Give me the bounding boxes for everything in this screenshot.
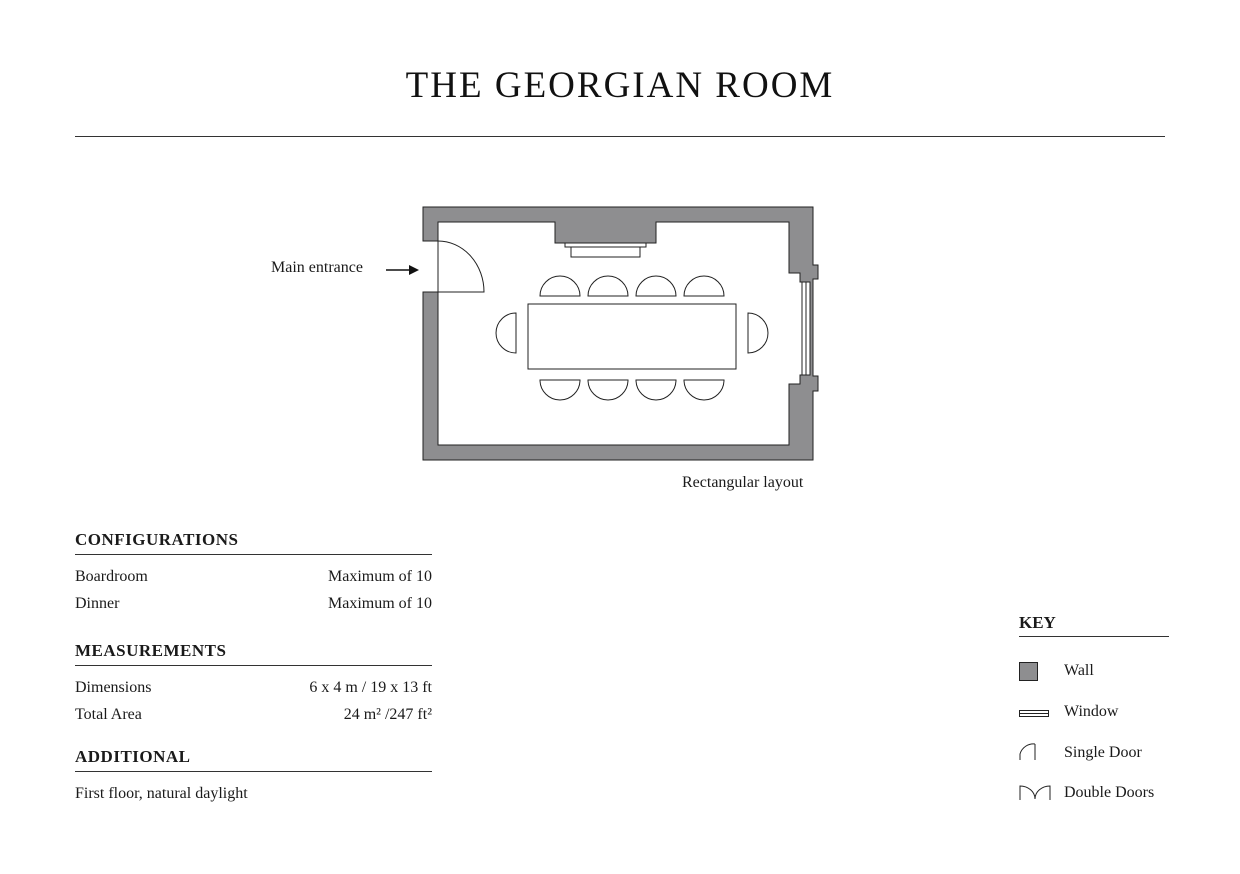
page-title: THE GEORGIAN ROOM xyxy=(405,65,835,106)
config-row xyxy=(75,590,432,617)
key-item-double-doors xyxy=(1019,782,1179,806)
single-door-icon xyxy=(1019,742,1039,764)
key-label: Wall xyxy=(1064,662,1094,679)
chairs-bottom xyxy=(540,380,724,400)
boardroom-table xyxy=(528,304,736,369)
config-label: Boardroom xyxy=(75,568,148,585)
entrance-label: Main entrance xyxy=(271,259,363,276)
chairs-top xyxy=(540,276,724,296)
key-legend xyxy=(1019,613,1169,801)
additional-text: First floor, natural daylight xyxy=(75,785,248,802)
entrance-door xyxy=(438,241,484,292)
measurement-label: Dimensions xyxy=(75,679,152,696)
key-item-window xyxy=(1019,701,1179,725)
window xyxy=(802,282,810,375)
measurement-value: 6 x 4 m / 19 x 13 ft xyxy=(309,679,432,696)
additional-heading: ADDITIONAL xyxy=(75,747,432,772)
key-item-single-door xyxy=(1019,742,1179,766)
key-label: Double Doors xyxy=(1064,784,1155,801)
configurations-section xyxy=(75,530,432,617)
fireplace-hearth xyxy=(565,243,646,247)
key-heading: KEY xyxy=(1019,613,1169,637)
entrance-arrow xyxy=(386,265,419,275)
measurement-label: Total Area xyxy=(75,706,142,723)
measurements-heading: MEASUREMENTS xyxy=(75,641,432,666)
configurations-heading: CONFIGURATIONS xyxy=(75,530,432,555)
measurement-row xyxy=(75,701,432,728)
config-row xyxy=(75,563,432,590)
config-value: Maximum of 10 xyxy=(328,595,432,612)
config-label: Dinner xyxy=(75,595,120,612)
key-label: Window xyxy=(1064,703,1119,720)
config-value: Maximum of 10 xyxy=(328,568,432,585)
key-label: Single Door xyxy=(1064,744,1142,761)
fireplace-surround xyxy=(571,247,640,257)
layout-caption: Rectangular layout xyxy=(682,474,804,491)
additional-section xyxy=(75,747,432,807)
key-item-wall xyxy=(1019,660,1179,684)
measurement-value: 24 m² /247 ft² xyxy=(343,706,432,723)
window-icon xyxy=(1019,701,1051,723)
wall-swatch-icon xyxy=(1019,660,1039,682)
measurements-section xyxy=(75,641,432,728)
additional-row xyxy=(75,780,432,807)
measurement-row xyxy=(75,674,432,701)
double-doors-icon xyxy=(1019,782,1053,804)
